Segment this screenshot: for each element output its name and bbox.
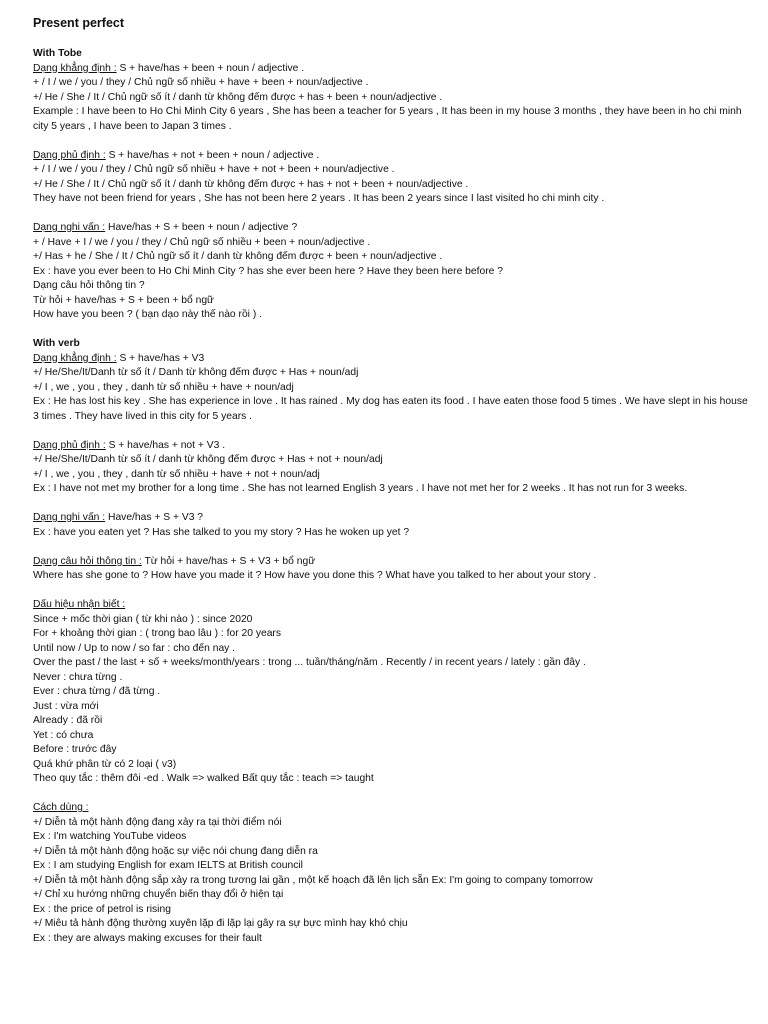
text-line: +/ He / She / It / Chủ ngữ số ít / danh từ không đếm được + has + been + noun/adjective . <box>33 91 443 103</box>
section-heading: With Tobe <box>33 48 82 59</box>
section <box>33 47 748 323</box>
text-line: Ex : they are always making excuses for their fault <box>33 932 262 944</box>
grammar-block <box>33 62 748 135</box>
text-line: Over the past / the last + số + weeks/month/years : trong ... tuần/tháng/năm . Recently / in recent years / lately : gần đây . <box>33 657 586 668</box>
text-line: Where has she gone to ? How have you made it ? How have you done this ? What have you talked to her about your story . <box>33 570 597 581</box>
block-formula: Từ hỏi + have/has + S + V3 + bổ ngữ <box>141 555 316 567</box>
block-label: Dấu hiệu nhận biết : <box>33 599 126 610</box>
text-line: +/ Diễn tả một hành động sắp xảy ra trong tương lai gần , một kế hoạch đã lên lịch sẵn Ex: I'm going to company tomorrow <box>33 874 593 886</box>
block-formula: Have/has + S + been + noun / adjective ? <box>105 222 298 233</box>
text-line: Already : đã rồi <box>33 715 103 726</box>
grammar-block <box>33 598 748 787</box>
text-line: How have you been ? ( bạn dạo này thế nào rồi ) . <box>33 309 262 320</box>
text-line: +/ Has + he / She / It / Chủ ngữ số ít / danh từ không đếm được + been + noun/adjective . <box>33 251 443 262</box>
block-label: Cách dùng : <box>33 802 89 813</box>
block-label-line <box>33 439 748 454</box>
block-label: Dạng phủ định : <box>33 149 106 161</box>
text-line: + / Have + I / we / you / they / Chủ ngữ số nhiều + been + noun/adjective . <box>33 236 371 248</box>
block-label-line <box>33 62 748 77</box>
text-line: They have not been friend for years , She has not been here 2 years . It has been 2 years since I last visited ho chi minh city . <box>33 193 605 204</box>
text-line: Dạng câu hỏi thông tin ? <box>33 280 145 291</box>
text-line: Ex : the price of petrol is rising <box>33 903 171 915</box>
grammar-block <box>33 511 748 540</box>
block-formula: S + have/has + V3 <box>116 352 205 364</box>
text-line: Never : chưa từng . <box>33 671 123 683</box>
block-formula: S + have/has + been + noun / adjective . <box>116 62 305 74</box>
block-label: Dạng câu hỏi thông tin : <box>33 555 142 567</box>
text-line: +/ Chỉ xu hướng những chuyển biến thay đổi ở hiện tại <box>33 889 284 900</box>
section-heading: With verb <box>33 338 80 349</box>
text-line: Theo quy tắc : thêm đôi -ed . Walk => walked Bất quy tắc : teach => taught <box>33 773 374 784</box>
text-line: Until now / Up to now / so far : cho đến nay . <box>33 642 236 654</box>
block-label: Dạng nghi vấn : <box>33 222 106 233</box>
block-formula: S + have/has + not + V3 . <box>105 439 226 451</box>
grammar-block <box>33 439 748 497</box>
block-label-line <box>33 221 748 236</box>
block-label: Dạng khẳng định : <box>33 352 117 364</box>
grammar-block <box>33 352 748 425</box>
grammar-block <box>33 221 748 323</box>
text-line: +/ He / She / It / Chủ ngữ số ít / danh từ không đếm được + has + not + been + noun/adjective . <box>33 178 469 190</box>
block-label: Dạng khẳng định : <box>33 62 117 74</box>
block-formula: Have/has + S + V3 ? <box>105 512 204 523</box>
text-line: Ex : I have not met my brother for a long time . She has not learned English 3 years . I have not met her for 2 weeks . It has not run for 3 weeks. <box>33 483 688 494</box>
block-label-line <box>33 801 748 816</box>
document-body <box>33 47 748 946</box>
block-formula: S + have/has + not + been + noun / adjective . <box>105 149 320 161</box>
text-line: Since + mốc thời gian ( từ khi nào ) : since 2020 <box>33 613 253 625</box>
text-line: Just : vừa mới <box>33 700 99 712</box>
text-line: +/ I , we , you , they , danh từ số nhiều + have + not + noun/adj <box>33 468 320 480</box>
block-label-line <box>33 352 748 367</box>
text-line: Ex : have you ever been to Ho Chi Minh City ? has she ever been here ? Have they been here before ? <box>33 265 503 277</box>
grammar-block <box>33 555 748 584</box>
block-label-line <box>33 598 748 613</box>
text-line: Từ hỏi + have/has + S + been + bổ ngữ <box>33 294 214 306</box>
text-line: +/ Diễn tả một hành động đang xảy ra tại thời điểm nói <box>33 816 282 828</box>
text-line: Ex : I'm watching YouTube videos <box>33 831 187 842</box>
text-line: Ex : He has lost his key . She has experience in love . It has rained . My dog has eaten its food . I have eaten those food 5 times . We have slept in his house 3 times . They have lived in this city for 5 years . <box>33 396 748 422</box>
block-label-line <box>33 149 748 164</box>
text-line: For + khoảng thời gian : ( trong bao lâu ) : for 20 years <box>33 628 282 639</box>
block-label: Dạng phủ định : <box>33 439 106 451</box>
grammar-block <box>33 149 748 207</box>
text-line: Yet : có chưa <box>33 729 94 741</box>
text-line: + / I / we / you / they / Chủ ngữ số nhiều + have + not + been + noun/adjective . <box>33 164 395 175</box>
text-line: +/ He/She/It/Danh từ số ít / Danh từ không đếm được + Has + noun/adj <box>33 367 359 378</box>
text-line: +/ I , we , you , they , danh từ số nhiều + have + noun/adj <box>33 381 294 393</box>
section <box>33 337 748 946</box>
text-line: Ex : I am studying English for exam IELTS at British council <box>33 860 303 871</box>
text-line: Quá khứ phân từ có 2 loại ( v3) <box>33 758 177 770</box>
document-title: Present perfect <box>33 16 125 30</box>
grammar-block <box>33 801 748 946</box>
block-label-line <box>33 555 748 570</box>
text-line: +/ Diễn tả một hành động hoặc sự việc nói chung đang diễn ra <box>33 845 318 857</box>
text-line: +/ He/She/It/Danh từ số ít / danh từ không đếm được + Has + not + noun/adj <box>33 454 383 465</box>
text-line: Example : I have been to Ho Chi Minh City 6 years , She has been a teacher for 5 years , It has been in my house 3 months , they have been in ho chi minh city 5 years , I have been to Japan 3 times . <box>33 106 742 132</box>
block-label: Dạng nghi vấn : <box>33 512 106 523</box>
text-line: +/ Miêu tả hành động thường xuyên lặp đi lặp lại gây ra sự bực mình hay khó chịu <box>33 918 408 929</box>
text-line: Ex : have you eaten yet ? Has she talked to you my story ? Has he woken up yet ? <box>33 526 410 538</box>
text-line: + / I / we / you / they / Chủ ngữ số nhiều + have + been + noun/adjective . <box>33 77 369 88</box>
block-label-line <box>33 511 748 526</box>
text-line: Before : trước đây <box>33 744 117 755</box>
text-line: Ever : chưa từng / đã từng . <box>33 686 161 697</box>
